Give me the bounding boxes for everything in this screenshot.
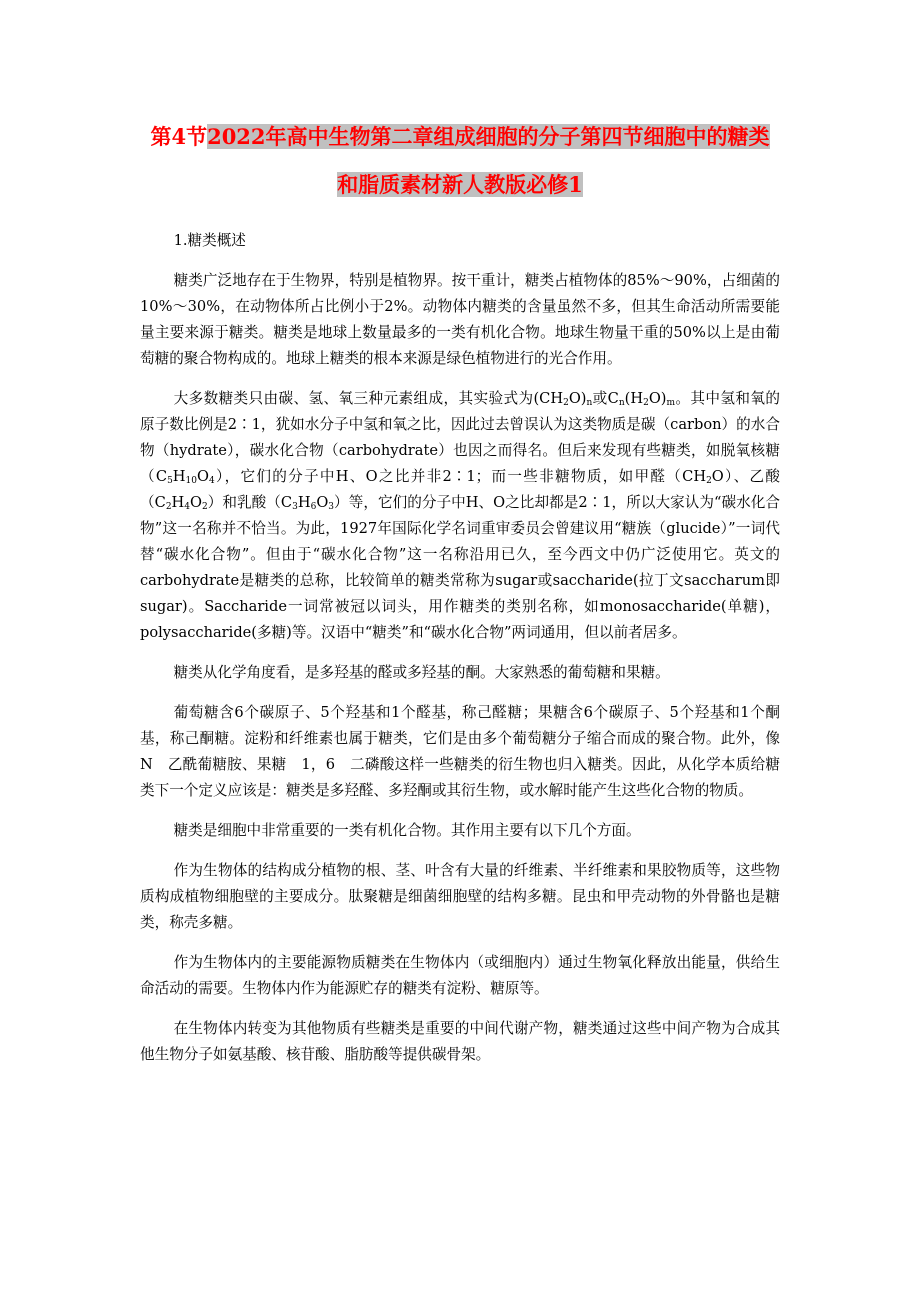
text-run: O (190, 494, 202, 511)
subscript: 6 (310, 502, 317, 512)
text-run: 糖类从化学角度看，是多羟基的醛或多羟基的酮。大家熟悉的葡萄糖和果糖。 (173, 664, 670, 681)
text-run: 。其中氢和氧的原子数比例是2∶1，犹如水分子中氢和氧之比，因此过去曾误认为这类物质是碳（carbon）的水合物（hydrate），碳水化合物（carbohydrate）也因之而得名。但后来发现有些糖类，如脱氧核糖（C (140, 390, 781, 485)
paragraph (140, 660, 780, 686)
subscript: 10 (185, 476, 197, 486)
text-run: ）和乳酸（C (207, 494, 293, 511)
text-run: 大多数糖类只由碳、氢、氧三种元素组成，其实验式为(CH (173, 390, 564, 407)
subscript: 3 (328, 502, 335, 512)
text-run: O）、乙酸（C (140, 468, 781, 511)
document-title-line-2 (0, 170, 920, 200)
text-run: 糖类是细胞中非常重要的一类有机化合物。其作用主要有以下几个方面。 (173, 822, 641, 839)
subscript: 2 (643, 398, 649, 408)
document-title-line-1 (0, 122, 920, 152)
text-run: 或C (592, 390, 619, 407)
subscript: 2 (201, 502, 208, 512)
paragraph (140, 268, 780, 372)
text-run: (H (624, 390, 644, 407)
paragraph (140, 950, 780, 1002)
text-run: H (172, 468, 186, 485)
paragraph (140, 700, 780, 804)
paragraph (140, 386, 780, 646)
subscript: 4 (184, 502, 191, 512)
text-run: H (171, 494, 185, 511)
subscript: 2 (706, 476, 712, 486)
title-prefix: 第4节 (150, 124, 208, 149)
text-run: O) (568, 390, 587, 407)
text-run: 糖类广泛地存在于生物界，特别是植物界。按干重计，糖类占植物体的85%～90%，占细菌的10%～30%，在动物体所占比例小于2%。动物体内糖类的含量虽然不多，但其生命活动所需要能量主要来源于糖类。糖类是地球上数量最多的一类有机化合物。地球生物量干重的50%以上是由葡萄糖的聚合物构成的。地球上糖类的根本来源是绿色植物进行的光合作用。 (140, 272, 780, 367)
subscript: 3 (292, 502, 298, 512)
document-body (140, 228, 780, 1082)
subscript: n (586, 398, 593, 408)
text-run: ），它们的分子中H、O之比并非2∶1；而一些非糖物质，如甲醛（CH (214, 468, 707, 485)
subscript: m (666, 398, 676, 408)
text-run: 作为生物体内的主要能源物质糖类在生物体内（或细胞内）通过生物氧化释放出能量，供给生命活动的需要。生物体内作为能源贮存的糖类有淀粉、糖原等。 (140, 954, 780, 997)
title-highlighted-text: 2022年高中生物第二章组成细胞的分子第四节细胞中的糖类 (207, 124, 770, 149)
text-run: H (297, 494, 311, 511)
paragraph (140, 818, 780, 844)
text-run: 作为生物体的结构成分植物的根、茎、叶含有大量的纤维素、半纤维素和果胶物质等，这些物质构成植物细胞壁的主要成分。肽聚糖是细菌细胞壁的结构多糖。昆虫和甲壳动物的外骨骼也是糖类，称壳多糖。 (140, 862, 780, 931)
paragraph (140, 1016, 780, 1068)
subscript: 2 (165, 502, 172, 512)
section-heading (140, 228, 780, 254)
subscript: 4 (208, 476, 215, 486)
title-highlighted-text-2: 和脂质素材新人教版必修1 (337, 172, 583, 197)
text-run: 1.糖类概述 (173, 232, 246, 249)
text-run: O (316, 494, 329, 511)
text-run: 葡萄糖含6个碳原子、5个羟基和1个醛基，称己醛糖；果糖含6个碳原子、5个羟基和1个酮基，称己酮糖。淀粉和纤维素也属于糖类，它们是由多个葡萄糖分子缩合而成的聚合物。此外，像N 乙酰葡糖胺、果糖 1，6 二磷酸这样一些糖类的衍生物也归入糖类。因此，从化学本质给糖类下一个定义应该是：糖类是多羟醛、多羟酮或其衍生物，或水解时能产生这些化合物的物质。 (140, 704, 780, 799)
paragraph (140, 858, 780, 936)
subscript: 5 (167, 476, 173, 486)
text-run: 在生物体内转变为其他物质有些糖类是重要的中间代谢产物，糖类通过这些中间产物为合成其他生物分子如氨基酸、核苷酸、脂肪酸等提供碳骨架。 (140, 1020, 780, 1063)
subscript: 2 (563, 398, 569, 408)
text-run: O) (648, 390, 667, 407)
text-run: O (196, 468, 209, 485)
text-run: ）等，它们的分子中H、O之比却都是2∶1，所以大家认为“碳水化合物”这一名称并不恰当。为此，1927年国际化学名词重审委员会曾建议用“糖族（glucide）”一词代替“碳水化合物”。但由于“碳水化合物”这一名称沿用已久，至今西文中仍广泛使用它。英文的carbohydrate是糖类的总称，比较简单的糖类常称为sugar或saccharide(拉丁文saccharum即sugar)。Saccharide一词常被冠以词头，用作糖类的类别名称，如monosaccharide(单糖)，polysaccharide(多糖)等。汉语中“糖类”和“碳水化合物”两词通用，但以前者居多。 (140, 494, 781, 641)
subscript: n (618, 398, 625, 408)
